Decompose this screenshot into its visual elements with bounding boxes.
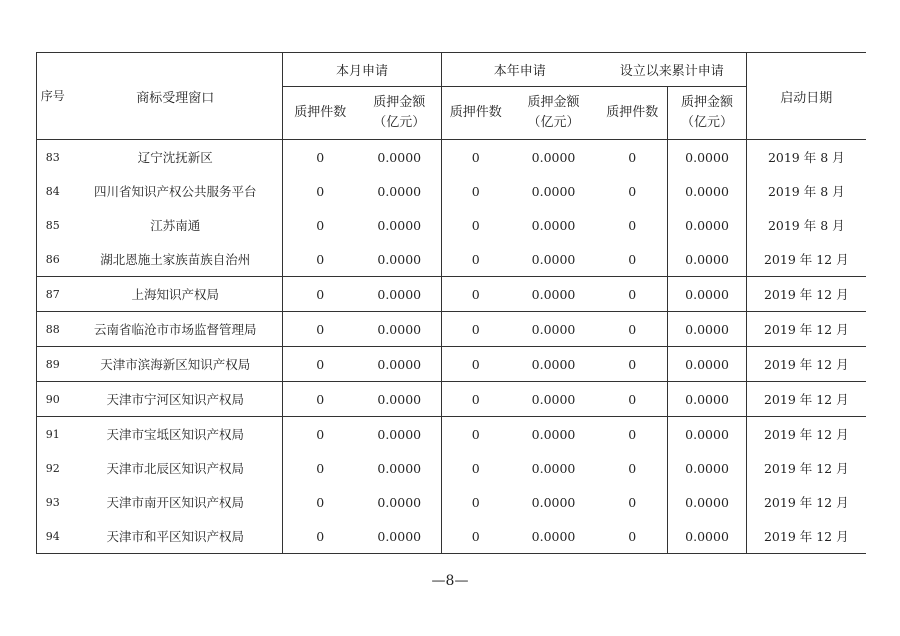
header-window: 商标受理窗口 (69, 53, 283, 140)
table-row (37, 382, 866, 417)
cell-start-date: 2019 年 8 月 (767, 184, 845, 199)
cell-seq: 88 (37, 312, 69, 347)
cell-year-amount: 0.0000 (510, 382, 598, 417)
cell-cumulative-amount: 0.0000 (668, 140, 747, 175)
cell-cumulative-count: 0 (598, 519, 668, 554)
cell-month-amount: 0.0000 (358, 485, 442, 519)
table-row (37, 277, 866, 312)
cell-year-amount: 0.0000 (531, 149, 576, 165)
cell-month-amount: 0.0000 (358, 382, 442, 417)
table-body (37, 140, 866, 554)
cell-month-count: 0 (283, 382, 358, 417)
cell-year-count: 0 (442, 382, 510, 417)
table-row (37, 208, 866, 242)
cell-seq: 84 (37, 174, 69, 208)
header-cumulative-amount-unit: （亿元） (681, 115, 734, 130)
cell-year-amount: 0.0000 (510, 242, 598, 277)
cell-month-count: 0 (316, 183, 325, 199)
page-number: —8— (431, 573, 469, 589)
cell-start-date: 2019 年 12 月 (747, 519, 866, 554)
cell-month-amount: 0.0000 (358, 451, 442, 485)
cell-month-count: 0 (283, 277, 358, 312)
cell-year-count: 0 (471, 183, 480, 199)
header-month: 本月申请 (283, 53, 442, 87)
cell-window: 天津市宁河区知识产权局 (69, 382, 283, 417)
cell-year-count: 0 (442, 312, 510, 347)
cell-cumulative-count: 0 (598, 451, 668, 485)
header-year: 本年申请 (442, 53, 598, 87)
cell-month-amount: 0.0000 (358, 242, 442, 277)
cell-cumulative-count: 0 (598, 417, 668, 452)
cell-window: 上海知识产权局 (69, 277, 283, 312)
cell-seq: 87 (37, 277, 69, 312)
header-cumulative-count: 质押件数 (598, 87, 668, 140)
cell-window: 湖北恩施土家族苗族自治州 (69, 242, 283, 277)
cell-window: 天津市北辰区知识产权局 (69, 451, 283, 485)
cell-window: 四川省知识产权公共服务平台 (69, 174, 283, 208)
cell-cumulative-count: 0 (598, 140, 668, 175)
cell-year-count: 0 (442, 242, 510, 277)
cell-month-amount: 0.0000 (358, 208, 442, 242)
cell-start-date: 2019 年 12 月 (763, 461, 849, 476)
cell-seq: 83 (37, 140, 69, 175)
cell-window: 辽宁沈抚新区 (69, 140, 283, 175)
table-row (37, 417, 866, 452)
cell-year-amount: 0.0000 (531, 426, 576, 442)
cell-year-count: 0 (471, 494, 480, 510)
header-month-amount-label: 质押金额 (373, 95, 426, 110)
cell-start-date: 2019 年 12 月 (763, 495, 849, 510)
cell-start-date: 2019 年 8 月 (767, 218, 845, 233)
cell-year-amount: 0.0000 (510, 312, 598, 347)
header-year-amount (510, 87, 598, 140)
cell-year-count: 0 (442, 347, 510, 382)
cell-month-amount: 0.0000 (358, 174, 442, 208)
table-row (37, 485, 866, 519)
cell-window: 天津市南开区知识产权局 (69, 485, 283, 519)
cell-year-amount: 0.0000 (510, 347, 598, 382)
cell-month-amount: 0.0000 (358, 519, 442, 554)
cell-month-amount: 0.0000 (358, 312, 442, 347)
cell-cumulative-amount: 0.0000 (668, 347, 747, 382)
header-month-amount-unit: （亿元） (373, 115, 426, 130)
header-month-count: 质押件数 (283, 87, 358, 140)
cell-cumulative-amount: 0.0000 (668, 277, 747, 312)
header-year-amount-label: 质押金额 (527, 95, 580, 110)
cell-month-count: 0 (316, 217, 325, 233)
cell-month-amount: 0.0000 (358, 277, 442, 312)
cell-cumulative-amount: 0.0000 (668, 485, 747, 519)
cell-start-date: 2019 年 12 月 (747, 382, 866, 417)
cell-start-date: 2019 年 12 月 (763, 427, 849, 442)
header-cumulative: 设立以来累计申请 (598, 53, 747, 87)
cell-seq: 92 (37, 451, 69, 485)
cell-cumulative-count: 0 (598, 277, 668, 312)
cell-cumulative-amount: 0.0000 (668, 312, 747, 347)
cell-month-count: 0 (283, 347, 358, 382)
cell-year-count: 0 (471, 149, 480, 165)
cell-cumulative-amount: 0.0000 (668, 417, 747, 452)
header-year-amount-unit: （亿元） (527, 115, 580, 130)
cell-window: 云南省临沧市市场监督管理局 (69, 312, 283, 347)
cell-seq: 91 (37, 417, 69, 452)
cell-cumulative-count: 0 (598, 347, 668, 382)
table-row (37, 519, 866, 554)
cell-year-amount: 0.0000 (531, 183, 576, 199)
cell-month-count: 0 (316, 494, 325, 510)
cell-year-count: 0 (471, 460, 480, 476)
cell-seq: 86 (37, 242, 69, 277)
cell-year-amount: 0.0000 (531, 217, 576, 233)
cell-cumulative-count: 0 (598, 242, 668, 277)
header-month-amount (358, 87, 442, 140)
table-row (37, 347, 866, 382)
cell-start-date: 2019 年 12 月 (747, 277, 866, 312)
cell-window: 江苏南通 (69, 208, 283, 242)
header-seq: 序号 (37, 53, 69, 140)
cell-month-count: 0 (283, 519, 358, 554)
header-year-count: 质押件数 (442, 87, 510, 140)
cell-cumulative-amount: 0.0000 (668, 519, 747, 554)
cell-cumulative-count: 0 (598, 485, 668, 519)
cell-year-count: 0 (442, 277, 510, 312)
cell-start-date: 2019 年 12 月 (747, 347, 866, 382)
cell-seq: 90 (37, 382, 69, 417)
cell-year-amount: 0.0000 (510, 519, 598, 554)
cell-seq: 85 (37, 208, 69, 242)
cell-month-count: 0 (316, 460, 325, 476)
cell-month-amount: 0.0000 (358, 417, 442, 452)
table-row (37, 312, 866, 347)
table-row (37, 140, 866, 175)
cell-start-date: 2019 年 12 月 (747, 242, 866, 277)
cell-cumulative-count: 0 (598, 382, 668, 417)
cell-cumulative-count: 0 (598, 312, 668, 347)
cell-month-amount: 0.0000 (358, 347, 442, 382)
cell-cumulative-count: 0 (598, 174, 668, 208)
cell-month-count: 0 (283, 242, 358, 277)
cell-seq: 94 (37, 519, 69, 554)
cell-start-date: 2019 年 8 月 (767, 150, 845, 165)
table-row (37, 451, 866, 485)
cell-window: 天津市宝坻区知识产权局 (69, 417, 283, 452)
cell-year-count: 0 (471, 217, 480, 233)
cell-year-count: 0 (442, 519, 510, 554)
cell-window: 天津市和平区知识产权局 (69, 519, 283, 554)
cell-seq: 93 (37, 485, 69, 519)
cell-cumulative-amount: 0.0000 (668, 382, 747, 417)
header-start-date: 启动日期 (747, 53, 866, 140)
header-cumulative-amount (668, 87, 747, 140)
cell-year-count: 0 (471, 426, 480, 442)
cell-year-amount: 0.0000 (531, 494, 576, 510)
cell-cumulative-amount: 0.0000 (668, 451, 747, 485)
cell-month-amount: 0.0000 (358, 140, 442, 175)
cell-seq: 89 (37, 347, 69, 382)
cell-window: 天津市滨海新区知识产权局 (69, 347, 283, 382)
cell-cumulative-amount: 0.0000 (668, 208, 747, 242)
table-row (37, 242, 866, 277)
cell-year-amount: 0.0000 (510, 277, 598, 312)
trademark-pledge-table (36, 52, 866, 554)
header-row-top (37, 53, 866, 87)
table-row (37, 174, 866, 208)
cell-month-count: 0 (283, 312, 358, 347)
header-cumulative-amount-label: 质押金额 (681, 95, 734, 110)
cell-month-count: 0 (316, 149, 325, 165)
cell-cumulative-amount: 0.0000 (668, 174, 747, 208)
cell-month-count: 0 (316, 426, 325, 442)
cell-cumulative-count: 0 (598, 208, 668, 242)
cell-start-date: 2019 年 12 月 (747, 312, 866, 347)
cell-cumulative-amount: 0.0000 (668, 242, 747, 277)
cell-year-amount: 0.0000 (531, 460, 576, 476)
